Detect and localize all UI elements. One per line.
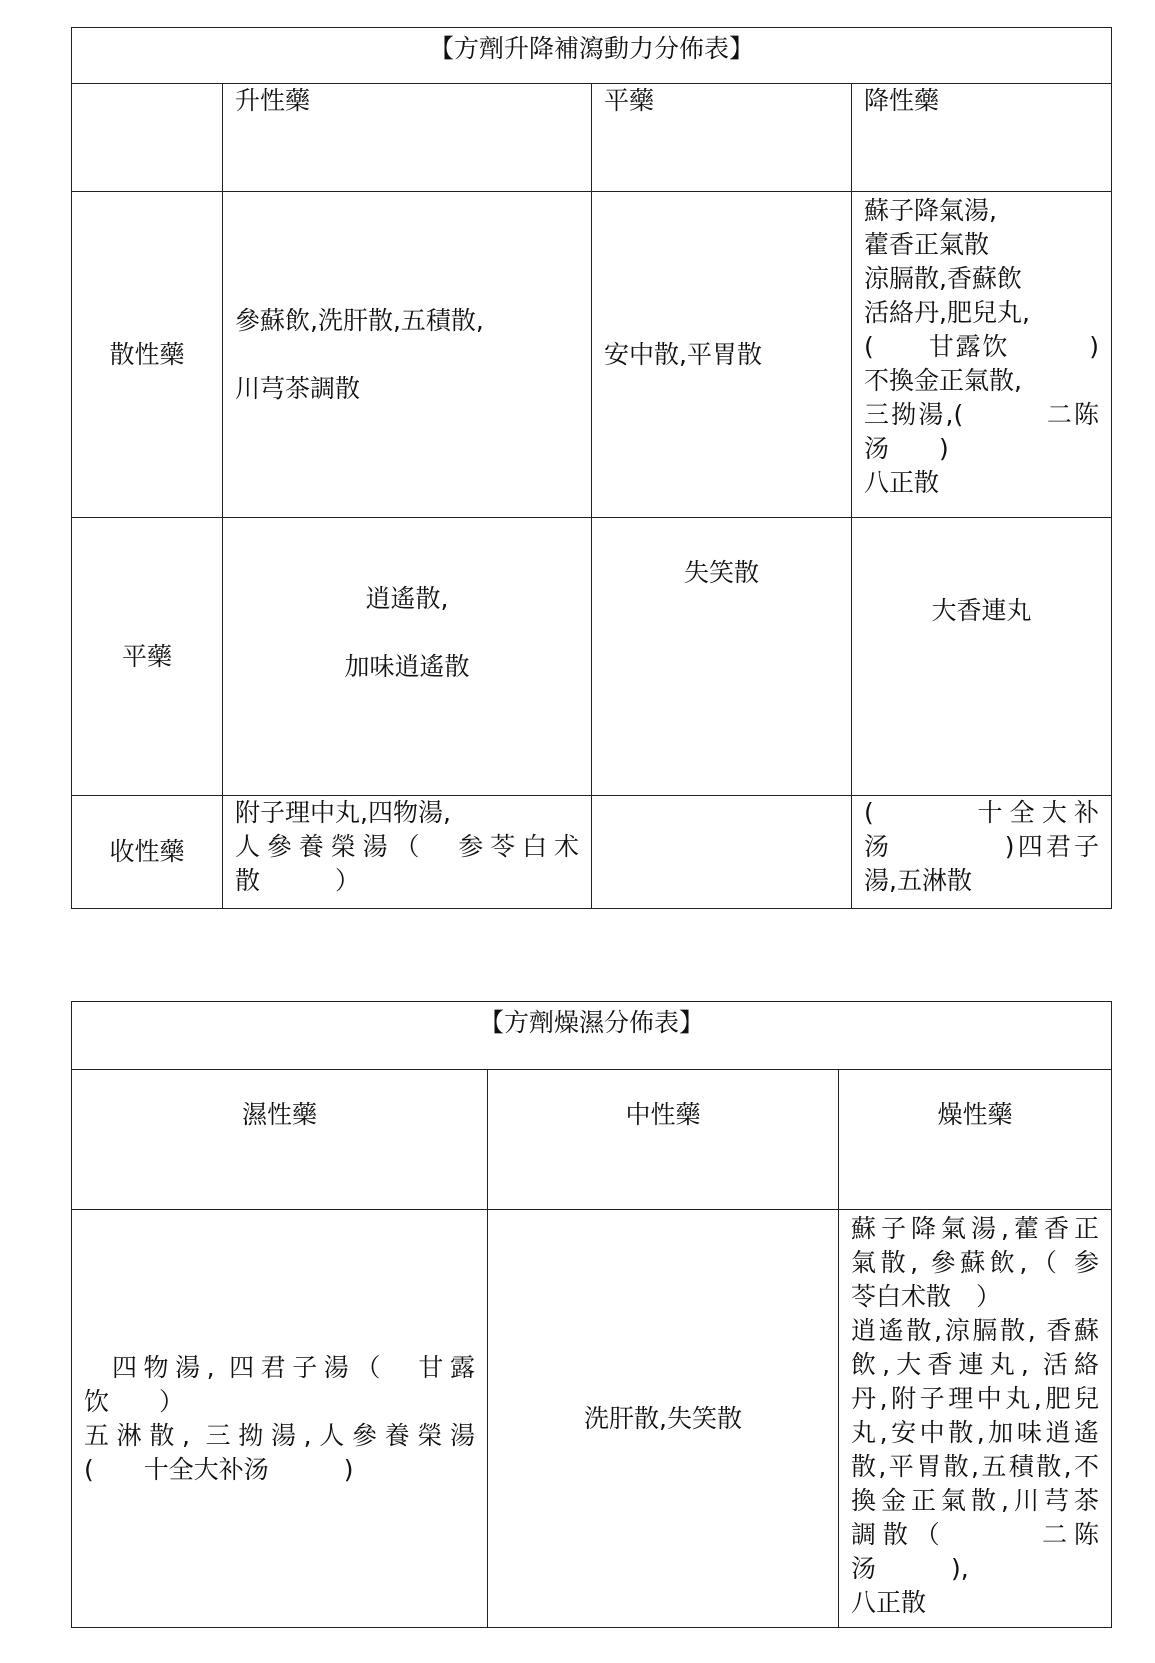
cell-line: 換金正氣散,川芎茶 <box>851 1486 1100 1515</box>
cell-line: 不換金正氣散, <box>864 366 1022 395</box>
cell-line: 湯,五淋散 <box>864 866 972 895</box>
cell-line: ( 十全大补 <box>864 798 1100 827</box>
cell-line: 汤 ), <box>851 1554 969 1583</box>
row-label-san: 散性藥 <box>72 192 223 518</box>
cell-line: 五淋散, 三拗湯,人參養榮湯 <box>84 1420 475 1450</box>
cell-line: 蘇子降氣湯, <box>864 196 997 225</box>
cell-line: 散,平胃散,五積散,不 <box>851 1452 1100 1481</box>
cell-zao <box>839 1210 1112 1628</box>
cell-line: 八正散 <box>864 468 940 497</box>
table1-header-ping: 平藥 <box>592 84 852 192</box>
cell-line: 饮 ） <box>84 1386 185 1416</box>
table2-header-zao: 燥性藥 <box>839 1070 1112 1210</box>
table1-header-sheng: 升性藥 <box>223 84 592 192</box>
cell-line: 涼膈散,香蘇飲 <box>864 264 1022 293</box>
table1-header-jiang: 降性藥 <box>852 84 1112 192</box>
row-label-shou: 收性藥 <box>72 796 223 909</box>
cell-line: 調散（ 二陈 <box>851 1520 1100 1549</box>
cell-ping-jiang: 大香連丸 <box>852 518 1112 796</box>
cell-line: 氣散, 參蘇飲,（ 参 <box>851 1248 1100 1277</box>
cell-line: 藿香正氣散 <box>864 230 990 259</box>
cell-line: 丹,附子理中丸,肥兒 <box>851 1384 1100 1413</box>
table2-header-shi: 濕性藥 <box>72 1070 488 1210</box>
table2-header-zhong: 中性藥 <box>488 1070 839 1210</box>
cell-line: 逍遙散,涼膈散, 香蘇 <box>851 1316 1100 1345</box>
cell-line: ( 十全大补汤 ) <box>84 1454 354 1484</box>
cell-line: 附子理中丸,四物湯, <box>235 798 451 827</box>
cell-line: 苓白术散 ） <box>851 1282 1002 1311</box>
table2-title: 【方劑燥濕分佈表】 <box>72 1002 1112 1070</box>
cell-line: 人參養榮湯（ 参苓白术 <box>235 832 579 861</box>
cell-line: 汤 )四君子 <box>864 832 1100 861</box>
cell-shou-sheng <box>223 796 592 909</box>
cell-line: 活絡丹,肥兒丸, <box>864 298 1030 327</box>
cell-shi <box>72 1210 488 1628</box>
cell-line: 散 ） <box>235 866 361 895</box>
cell-san-jiang <box>852 192 1112 518</box>
cell-ping-sheng <box>223 518 592 796</box>
cell-shou-jiang <box>852 796 1112 909</box>
table1-title: 【方劑升降補瀉動力分佈表】 <box>72 28 1112 84</box>
cell-line: 汤 ) <box>864 434 949 463</box>
cell-line: 參蘇飲,洗肝散,五積散, <box>235 305 484 335</box>
row-label-ping: 平藥 <box>72 518 223 796</box>
cell-line: 逍遙散, <box>365 584 449 613</box>
cell-line: 飲,大香連丸, 活絡 <box>851 1350 1100 1379</box>
cell-line: 加味逍遙散 <box>344 652 470 681</box>
ascend-descend-table <box>71 27 1112 909</box>
cell-line: 川芎茶調散 <box>235 373 361 403</box>
cell-line: 三拗湯,( 二陈 <box>864 400 1100 429</box>
cell-line: ( 甘露饮 ) <box>864 332 1100 361</box>
cell-line: 八正散 <box>851 1588 927 1617</box>
dry-damp-table <box>71 1001 1112 1628</box>
cell-line: 蘇子降氣湯,藿香正 <box>851 1214 1100 1243</box>
cell-san-ping: 安中散,平胃散 <box>592 192 852 518</box>
cell-line: 四物湯, 四君子湯（ 甘露 <box>112 1352 475 1382</box>
cell-san-sheng <box>223 192 592 518</box>
cell-zhong: 洗肝散,失笑散 <box>488 1210 839 1628</box>
cell-shou-ping <box>592 796 852 909</box>
cell-ping-ping: 失笑散 <box>592 518 852 796</box>
table1-corner-cell <box>72 84 223 192</box>
cell-line: 丸,安中散,加味逍遙 <box>851 1418 1100 1447</box>
